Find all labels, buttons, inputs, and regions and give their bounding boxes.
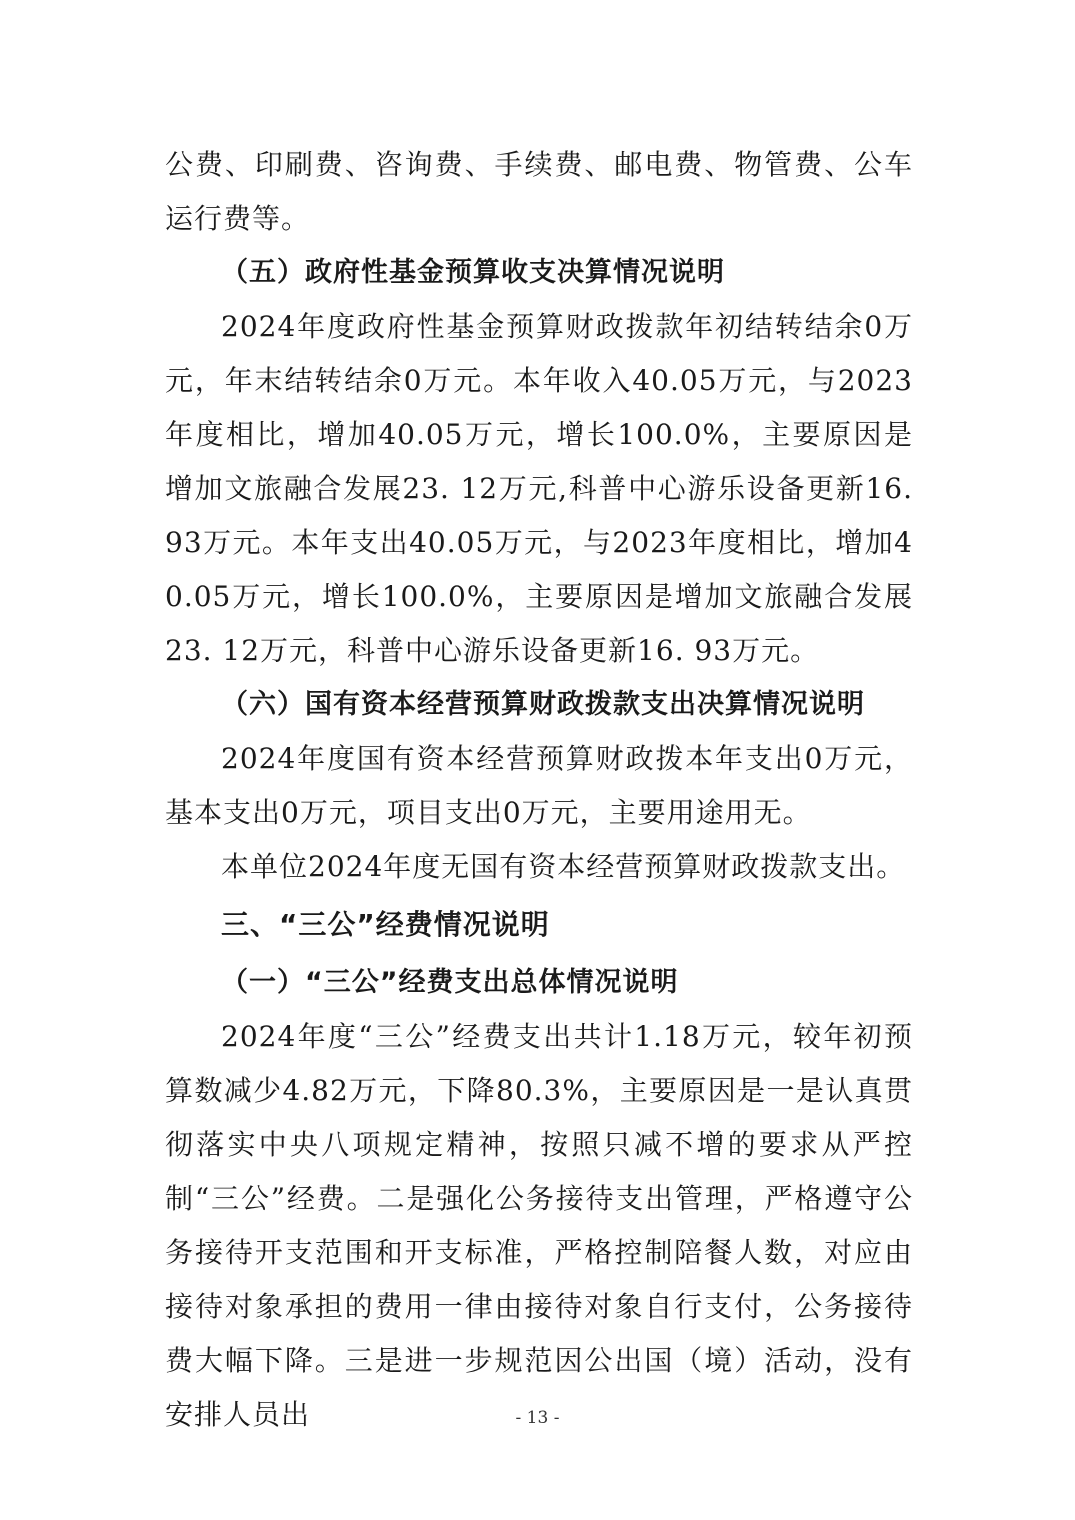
section-5-paragraph: 2024年度政府性基金预算财政拨款年初结转结余0万元，年末结转结余0万元。本年收入40.05万元，与2023年度相比，增加40.05万元，增长100.0%，主要原因是增加文旅融合发展23. 12万元,科普中心游乐设备更新16. 93万元。本年支出40.05万元，与2023年度相比，增加40.05万元，增长100.0%，主要原因是增加文旅融合发展23. 12万元，科普中心游乐设备更新16. 93万元。: [165, 310, 913, 667]
part-3-heading: 三、“三公”经费情况说明: [221, 908, 550, 941]
part-3-sub-1-paragraph: 2024年度“三公”经费支出共计1.18万元，较年初预算数减少4.82万元，下降80.3%，主要原因是一是认真贯彻落实中央八项规定精神，按照只减不增的要求从严控制“三公”经费。二是强化公务接待支出管理，严格遵守公务接待开支范围和开支标准，严格控制陪餐人数，对应由接待对象承担的费用一律由接待对象自行支付，公务接待费大幅下降。三是进一步规范因公出国（境）活动，没有安排人员出: [165, 1020, 913, 1431]
section-6-paragraph-1: 2024年度国有资本经营预算财政拨本年支出0万元，基本支出0万元，项目支出0万元，主要用途用无。: [165, 742, 913, 829]
page-number: - 13 -: [515, 1408, 560, 1428]
section-6-paragraph-2: 本单位2024年度无国有资本经营预算财政拨款支出。: [221, 850, 906, 883]
continuation-paragraph: 公费、印刷费、咨询费、手续费、邮电费、物管费、公车运行费等。: [165, 148, 913, 235]
part-3-sub-1-heading: （一）“三公”经费支出总体情况说明: [221, 967, 679, 998]
section-6-heading: （六）国有资本经营预算财政拨款支出决算情况说明: [221, 689, 865, 720]
document-body: [165, 138, 913, 1442]
section-5-heading: （五）政府性基金预算收支决算情况说明: [221, 257, 725, 288]
